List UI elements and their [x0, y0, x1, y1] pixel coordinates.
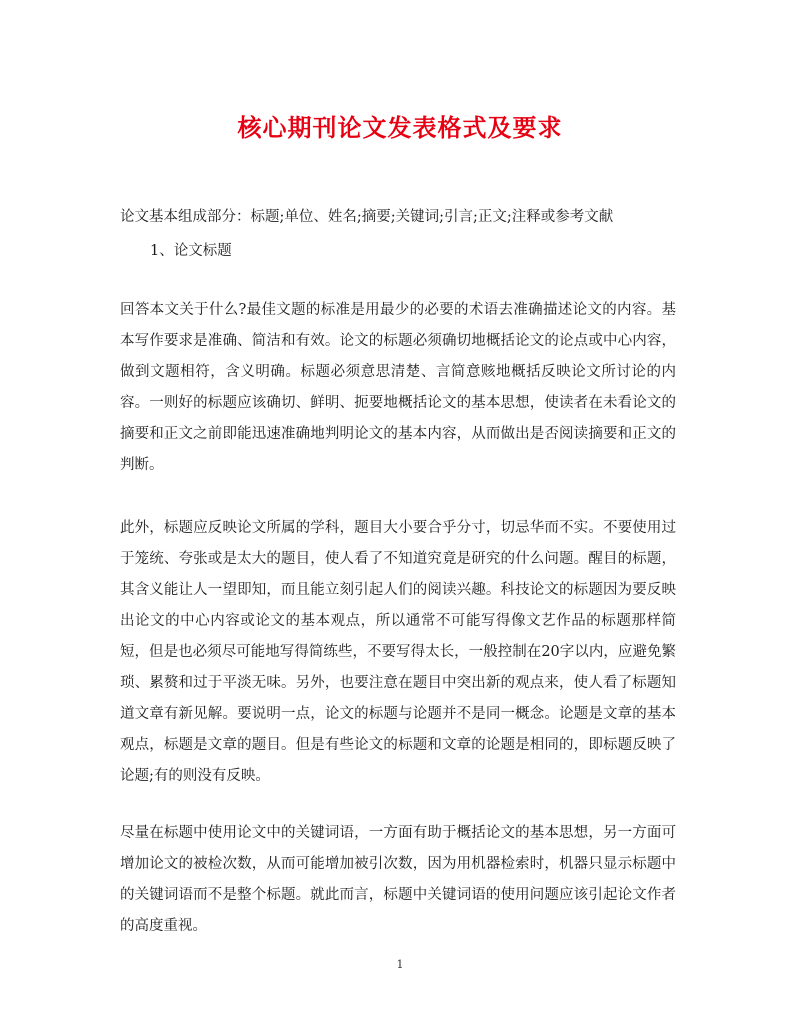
section-heading: 1、论文标题: [150, 243, 232, 259]
page-number: 1: [396, 958, 404, 971]
document-title: 核心期刊论文发表格式及要求: [237, 113, 563, 142]
paragraph-1: 回答本文关于什么?最佳文题的标准是用最少的必要的术语去准确描述论文的内容。基本写作要求是准确、简洁和有效。论文的标题必须确切地概括论文的论点或中心内容，做到文题相符，含义明确。标题必须意思清楚、言简意赅地概括反映论文所讨论的内容。一则好的标题应该确切、鲜明、扼要地概括论文的基本思想，使读者在未看论文的摘要和正文之前即能迅速准确地判明论文的基本内容，从而做出是否阅读摘要和正文的判断。: [120, 302, 676, 473]
paragraph-2: 此外，标题应反映论文所属的学科，题目大小要合乎分寸，切忌华而不实。不要使用过于笼统、夸张或是太大的题目，使人看了不知道究竟是研究的什么问题。醒目的标题，其含义能让人一望即知，而且能立刻引起人们的阅读兴趣。科技论文的标题因为要反映出论文的中心内容或论文的基本观点，所以通常不可能写得像文艺作品的标题那样简短，但是也必须尽可能地写得简练些，不要写得太长，一般控制在20字以内，应避免繁琐、累赘和过于平淡无味。另外，也要注意在题目中突出新的观点来，使人看了标题知道文章有新见解。要说明一点，论文的标题与论题并不是同一概念。论题是文章的基本观点，标题是文章的题目。但是有些论文的标题和文章的论题是相同的，即标题反映了论题;有的则没有反映。: [120, 520, 676, 784]
composition-line: 论文基本组成部分：标题;单位、姓名;摘要;关键词;引言;正文;注释或参考文献: [120, 209, 614, 225]
paragraph-3: 尽量在标题中使用论文中的关键词语，一方面有助于概括论文的基本思想，另一方面可增加论文的被检次数，从而可能增加被引次数，因为用机器检索时，机器只显示标题中的关键词语而不是整个标题。就此而言，标题中关键词语的使用问题应该引起论文作者的高度重视。: [120, 825, 676, 934]
